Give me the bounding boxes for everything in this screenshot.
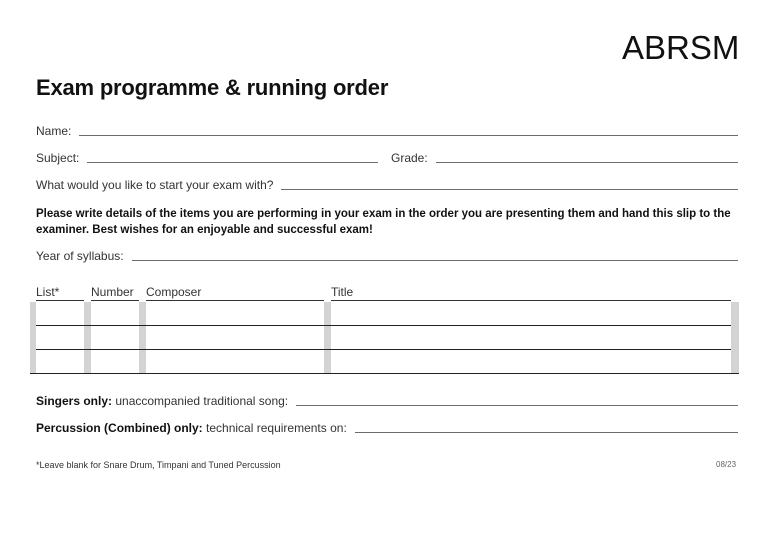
- percussion-bold-label: Percussion (Combined) only:: [36, 421, 203, 435]
- header-list-rule: [36, 300, 84, 301]
- subject-field[interactable]: [36, 151, 378, 165]
- start-with-field[interactable]: [36, 178, 738, 192]
- singers-text: unaccompanied traditional song:: [115, 394, 289, 408]
- table-cell[interactable]: [331, 302, 731, 325]
- percussion-label: [36, 421, 355, 435]
- page-title: Exam programme & running order: [36, 75, 389, 100]
- percussion-text: technical requirements on:: [206, 421, 347, 435]
- grade-field[interactable]: [391, 151, 738, 165]
- grade-line[interactable]: [436, 162, 738, 163]
- table-cell[interactable]: [146, 350, 324, 373]
- grade-label: Grade:: [391, 151, 428, 165]
- name-line[interactable]: [79, 135, 738, 136]
- start-with-line[interactable]: [281, 189, 738, 190]
- programme-table: [30, 302, 739, 374]
- header-number-rule: [91, 300, 139, 301]
- column-separator: [139, 302, 146, 373]
- form-code: 08/23: [716, 460, 737, 469]
- column-separator: [84, 302, 91, 373]
- table-cell[interactable]: [146, 302, 324, 325]
- table-cell[interactable]: [146, 326, 324, 349]
- syllabus-year-line[interactable]: [132, 260, 738, 261]
- singers-label: [36, 394, 296, 408]
- header-number: Number: [91, 285, 134, 299]
- table-cell[interactable]: [331, 350, 731, 373]
- header-composer-rule: [146, 300, 324, 301]
- start-with-label: What would you like to start your exam with?: [36, 178, 274, 192]
- abrsm-logo: ABRSM: [622, 29, 740, 66]
- syllabus-year-field[interactable]: [36, 249, 738, 263]
- table-cell[interactable]: [91, 326, 139, 349]
- name-label: Name:: [36, 124, 72, 138]
- syllabus-year-label: Year of syllabus:: [36, 249, 124, 263]
- table-cell[interactable]: [331, 326, 731, 349]
- name-field[interactable]: [36, 124, 738, 138]
- header-title: Title: [331, 285, 354, 299]
- table-bottom-rule: [30, 373, 739, 374]
- header-composer: Composer: [146, 285, 202, 299]
- header-title-rule: [331, 300, 731, 301]
- column-separator: [324, 302, 331, 373]
- singers-bold-label: Singers only:: [36, 394, 113, 408]
- percussion-line[interactable]: [355, 432, 738, 433]
- singers-field[interactable]: [36, 394, 738, 408]
- table-cell[interactable]: [36, 350, 84, 373]
- percussion-field[interactable]: [36, 421, 738, 435]
- singers-line[interactable]: [296, 405, 738, 406]
- table-cell[interactable]: [91, 302, 139, 325]
- subject-label: Subject:: [36, 151, 80, 165]
- column-separator: [731, 302, 739, 373]
- header-list: List*: [36, 285, 60, 299]
- table-cell[interactable]: [36, 302, 84, 325]
- footnote: *Leave blank for Snare Drum, Timpani and Tuned Percussion: [36, 460, 281, 470]
- table-cell[interactable]: [91, 350, 139, 373]
- subject-line[interactable]: [87, 162, 378, 163]
- instructions-text: Please write details of the items you are performing in your exam in the order you are presenting them and hand this slip to the examiner. Best wishes for an enjoyable and successful exam!: [36, 208, 731, 236]
- table-cell[interactable]: [36, 326, 84, 349]
